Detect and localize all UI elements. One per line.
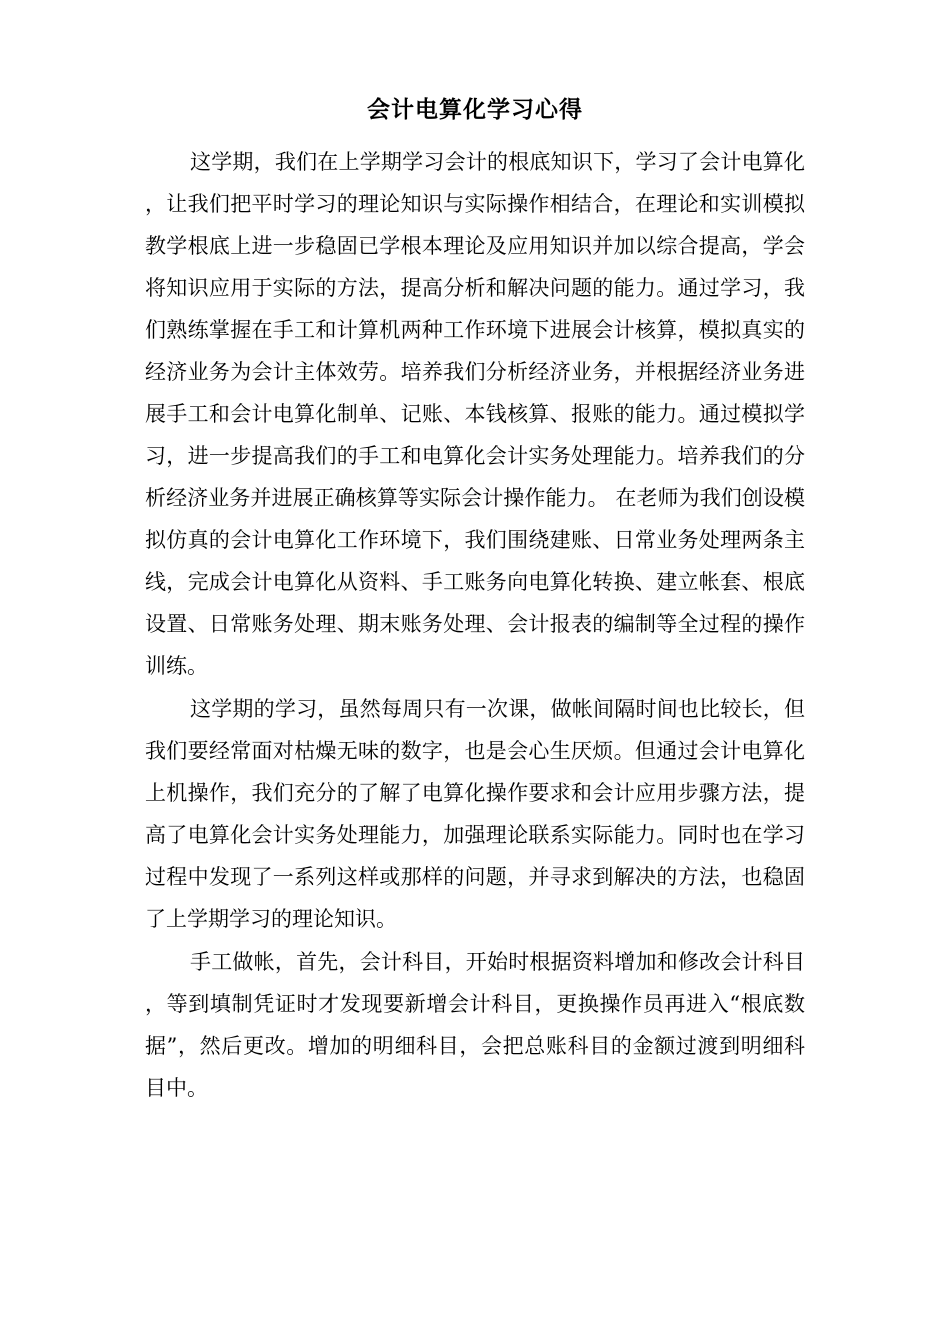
paragraph-3: 手工做帐，首先，会计科目，开始时根据资料增加和修改会计科目，等到填制凭证时才发现要新增会计科目，更换操作员再进入“根底数据”，然后更改。增加的明细科目，会把总账科目的金额过渡到明细科目中。 [145, 950, 805, 1100]
document-page [145, 92, 805, 1109]
paragraph-2: 这学期的学习，虽然每周只有一次课，做帐间隔时间也比较长，但我们要经常面对枯燥无味的数字，也是会心生厌烦。但通过会计电算化上机操作，我们充分的了解了电算化操作要求和会计应用步骤方法，提高了电算化会计实务处理能力，加强理论联系实际能力。同时也在学习过程中发现了一系列这样或那样的问题，并寻求到解决的方法，也稳固了上学期学习的理论知识。 [145, 697, 805, 931]
document-title: 会计电算化学习心得 [367, 96, 583, 123]
paragraph-1: 这学期，我们在上学期学习会计的根底知识下，学习了会计电算化，让我们把平时学习的理论知识与实际操作相结合，在理论和实训模拟教学根底上进一步稳固已学根本理论及应用知识并加以综合提高，学会将知识应用于实际的方法，提高分析和解决问题的能力。通过学习，我们熟练掌握在手工和计算机两种工作环境下进展会计核算，模拟真实的经济业务为会计主体效劳。培养我们分析经济业务，并根据经济业务进展手工和会计电算化制单、记账、本钱核算、报账的能力。通过模拟学习，进一步提高我们的手工和电算化会计实务处理能力。培养我们的分析经济业务并进展正确核算等实际会计操作能力。 在老师为我们创设模拟仿真的会计电算化工作环境下，我们围绕建账、日常业务处理两条主线，完成会计电算化从资料、手工账务向电算化转换、建立帐套、根底设置、日常账务处理、期末账务处理、会计报表的编制等全过程的操作训练。 [145, 150, 805, 678]
